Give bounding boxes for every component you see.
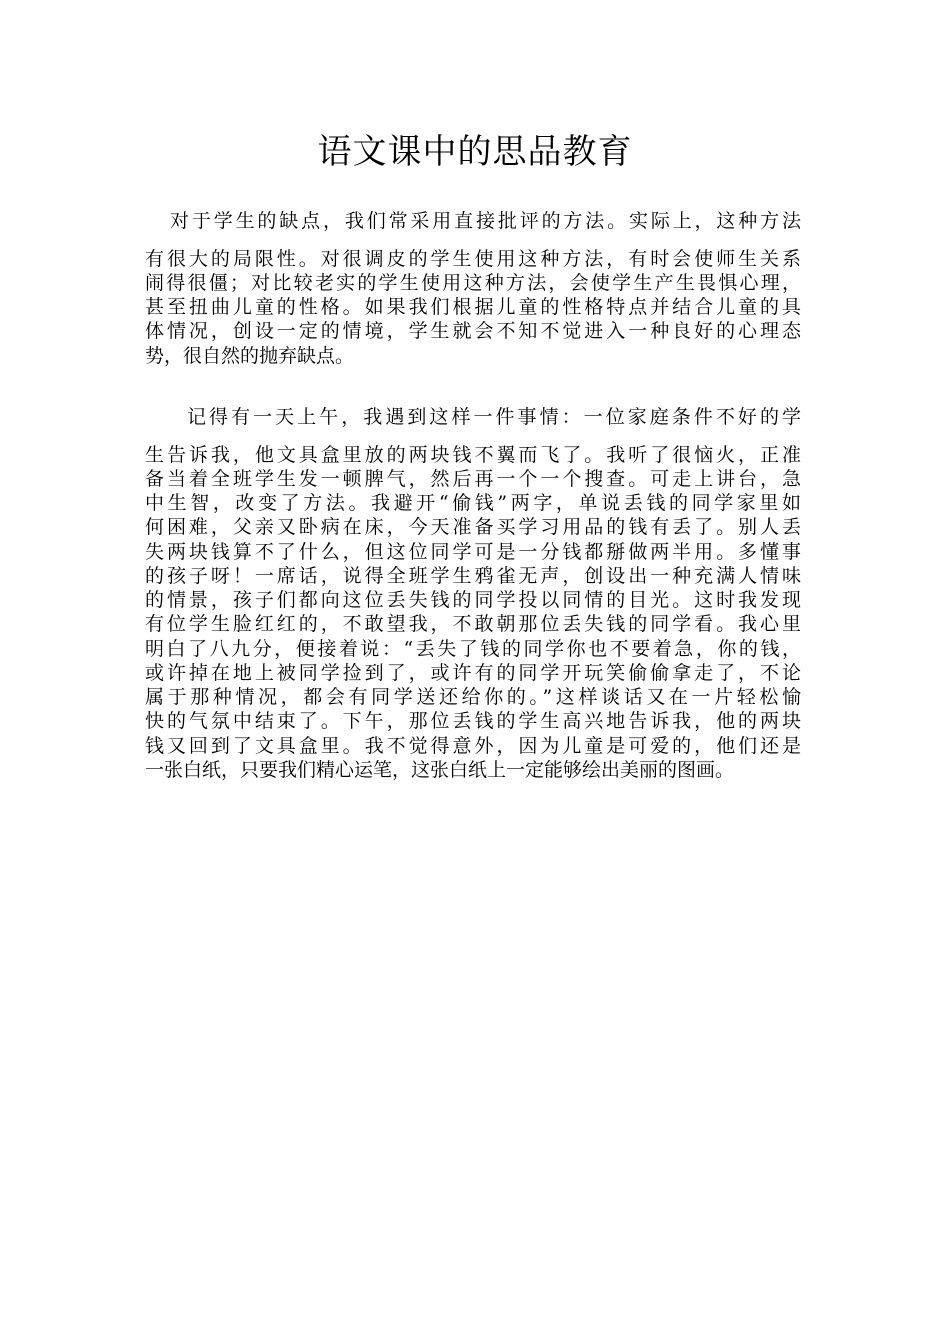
paragraph-2-line-13: 快的气氛中结束了。下午，那位丢钱的学生高兴地告诉我，他的两块 <box>145 710 801 732</box>
paragraph-2-line-3: 备当着全班学生发一顿脾气，然后再一个一个搜查。可走上讲台，急 <box>145 468 801 490</box>
paragraph-1-line-2: 有很大的局限性。对很调皮的学生使用这种方法，有时会使师生关系 <box>145 248 801 270</box>
paragraph-1-line-1: 对于学生的缺点，我们常采用直接批评的方法。实际上，这种方法 <box>170 210 801 232</box>
paragraph-2-line-15: 一张白纸，只要我们精心运笔，这张白纸上一定能够绘出美丽的图画。 <box>145 759 735 781</box>
paragraph-2-line-8: 的情景，孩子们都向这位丢失钱的同学投以同情的目光。这时我发现 <box>145 589 801 611</box>
paragraph-2-line-6: 失两块钱算不了什么，但这位同学可是一分钱都掰做两半用。多懂事 <box>145 541 801 563</box>
paragraph-1-line-6: 势，很自然的抛弃缺点。 <box>145 345 355 367</box>
paragraph-2-line-5: 何困难，父亲又卧病在床，今天准备买学习用品的钱有丢了。别人丢 <box>145 516 801 538</box>
paragraph-2-line-1: 记得有一天上午，我遇到这样一件事情：一位家庭条件不好的学 <box>187 406 801 428</box>
paragraph-1-line-3: 闹得很僵；对比较老实的学生使用这种方法，会使学生产生畏惧心理， <box>145 272 801 294</box>
paragraph-2-line-2: 生告诉我，他文具盒里放的两块钱不翼而飞了。我听了很恼火，正准 <box>145 444 801 466</box>
paragraph-2-line-14: 钱又回到了文具盒里。我不觉得意外，因为儿童是可爱的，他们还是 <box>145 735 801 757</box>
paragraph-2-line-7: 的孩子呀！一席话，说得全班学生鸦雀无声，创设出一种充满人情味 <box>145 565 801 587</box>
paragraph-2-line-12: 属于那种情况，都会有同学送还给你的。”这样谈话又在一片轻松愉 <box>145 686 801 708</box>
paragraph-2-line-9: 有位学生脸红红的，不敢望我，不敢朝那位丢失钱的同学看。我心里 <box>145 613 801 635</box>
paragraph-2-line-11: 或许掉在地上被同学捡到了，或许有的同学开玩笑偷偷拿走了，不论 <box>145 662 801 684</box>
paragraph-2-line-4: 中生智，改变了方法。我避开“偷钱”两字，单说丢钱的同学家里如 <box>145 492 801 514</box>
document-title: 语文课中的思品教育 <box>317 132 633 172</box>
paragraph-2-line-10: 明白了八九分，便接着说：“丢失了钱的同学你也不要着急，你的钱， <box>145 638 801 660</box>
paragraph-1-line-5: 体情况，创设一定的情境，学生就会不知不觉进入一种良好的心理态 <box>145 320 801 342</box>
paragraph-1-line-4: 甚至扭曲儿童的性格。如果我们根据儿童的性格特点并结合儿童的具 <box>145 296 801 318</box>
